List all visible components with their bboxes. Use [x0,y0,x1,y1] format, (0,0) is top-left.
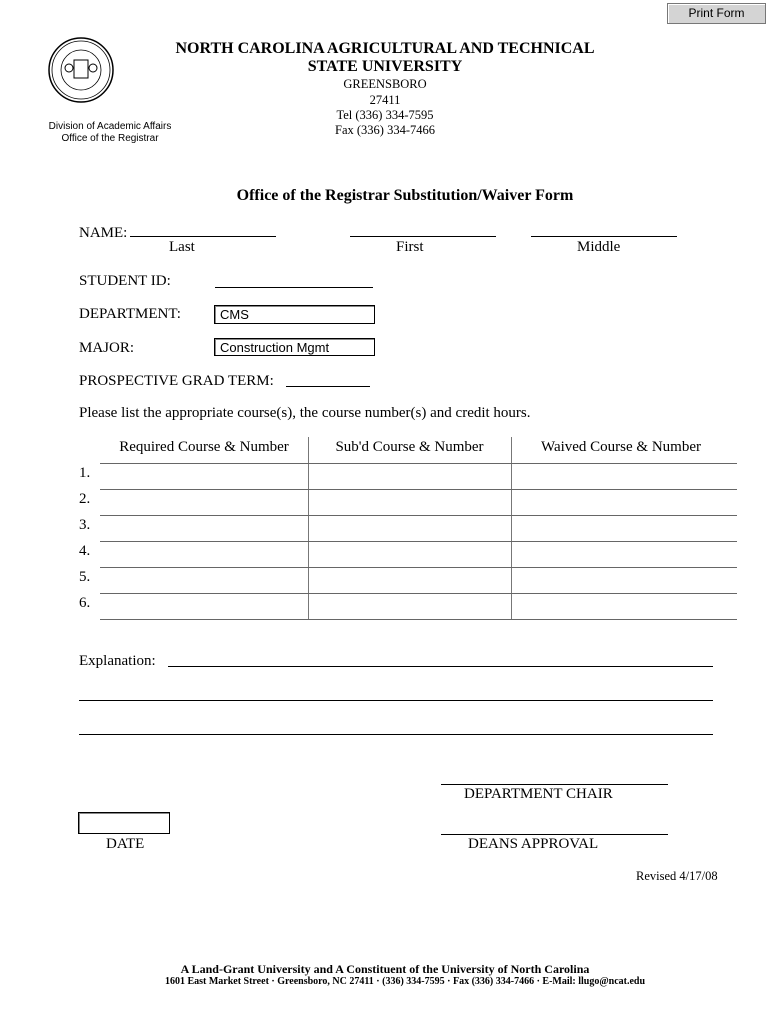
footer-line-1: A Land-Grant University and A Constituent of the University of North Carolina [180,962,590,976]
form-title: Office of the Registrar Substitution/Waiver Form [236,187,574,204]
table-cell-input[interactable] [308,516,511,541]
tel: Tel (336) 334-7595 [336,108,434,122]
table-cell-input[interactable] [511,490,737,515]
table-cell-input[interactable] [100,594,308,619]
table-cell-input[interactable] [511,464,737,489]
revised-date: Revised 4/17/08 [636,869,718,883]
student-id-label: STUDENT ID: [79,273,171,289]
row-number: 2. [79,491,91,507]
last-name-field[interactable] [130,236,276,237]
table-cell-input[interactable] [308,542,511,567]
university-name: NORTH CAROLINA AGRICULTURAL AND TECHNICAL [175,40,595,57]
university-name-2: STATE UNIVERSITY [307,58,463,75]
table-cell-input[interactable] [308,568,511,593]
table-cell-input[interactable] [100,568,308,593]
office: Office of the Registrar [61,133,159,144]
major-label: MAJOR: [79,340,135,356]
dept-chair-label: DEPARTMENT CHAIR [464,786,613,802]
footer-line-2: 1601 East Market Street · Greensboro, NC 27411 · (336) 334-7595 · Fax (336) 334-7466 · E-Mail: llugo@ncat.edu [164,976,646,987]
table-cell-input[interactable] [308,464,511,489]
last-label: Last [169,239,195,255]
explanation-line-1[interactable] [168,666,713,667]
table-cell-input[interactable] [100,516,308,541]
row-number: 4. [79,543,91,559]
first-label: First [396,239,424,255]
zip: 27411 [369,93,401,107]
department-input[interactable]: CMS [214,305,375,324]
middle-label: Middle [577,239,621,255]
grad-term-field[interactable] [286,386,370,387]
deans-label: DEANS APPROVAL [468,836,599,852]
row-number: 3. [79,517,91,533]
header-waived: Waived Course & Number [540,439,701,455]
explanation-line-2[interactable] [79,700,713,701]
print-form-button[interactable]: Print Form [667,3,766,24]
table-row-divider [100,619,737,620]
division: Division of Academic Affairs [48,121,172,132]
middle-name-field[interactable] [531,236,677,237]
dept-chair-signature-line[interactable] [441,784,668,785]
explanation-line-3[interactable] [79,734,713,735]
instructions: Please list the appropriate course(s), the course number(s) and credit hours. [79,405,531,421]
major-input[interactable]: Construction Mgmt [214,338,375,356]
fax: Fax (336) 334-7466 [335,123,435,137]
table-cell-input[interactable] [511,542,737,567]
table-cell-input[interactable] [100,542,308,567]
header-subd: Sub'd Course & Number [335,439,484,455]
table-cell-input[interactable] [100,490,308,515]
explanation-label: Explanation: [79,653,156,669]
row-number: 5. [79,569,91,585]
grad-term-label: PROSPECTIVE GRAD TERM: [79,373,274,389]
row-number: 6. [79,595,91,611]
table-cell-input[interactable] [100,464,308,489]
date-input[interactable] [78,812,170,834]
department-label: DEPARTMENT: [79,306,181,322]
deans-signature-line[interactable] [441,834,668,835]
student-id-field[interactable] [215,287,373,288]
name-label: NAME: [79,225,128,241]
table-cell-input[interactable] [511,594,737,619]
table-cell-input[interactable] [308,594,511,619]
table-cell-input[interactable] [511,516,737,541]
header-required: Required Course & Number [119,439,289,455]
first-name-field[interactable] [350,236,496,237]
table-cell-input[interactable] [511,568,737,593]
date-label: DATE [106,836,145,852]
city: GREENSBORO [343,77,427,91]
table-cell-input[interactable] [308,490,511,515]
row-number: 1. [79,465,91,481]
